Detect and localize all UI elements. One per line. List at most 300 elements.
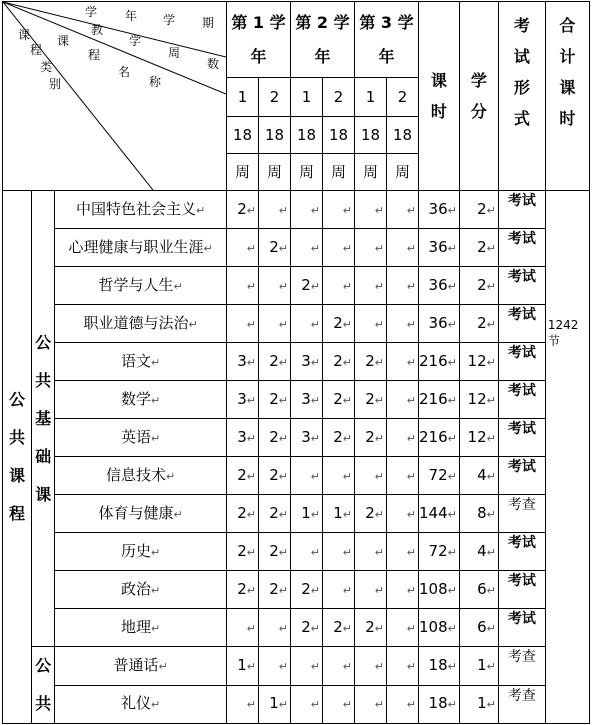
weeks-unit-cell: 周: [227, 153, 259, 190]
paragraph-mark: ↵: [310, 507, 320, 521]
hours-cell: 36↵: [419, 191, 460, 229]
paragraph-mark: ↵: [447, 241, 457, 255]
term-cell: 2: [323, 78, 355, 116]
diag-label: 课: [18, 28, 31, 42]
paragraph-mark: ↵: [278, 469, 288, 483]
paragraph-mark: ↵: [246, 545, 256, 559]
paragraph-mark: ↵: [486, 545, 496, 559]
exam-form-cell: 考查: [498, 647, 545, 686]
category-sub2-cell: [32, 647, 55, 724]
paragraph-mark: ↵: [374, 355, 384, 369]
paragraph-mark: ↵: [342, 203, 352, 217]
paragraph-mark: ↵: [447, 279, 457, 293]
paragraph-mark: ↵: [246, 469, 256, 483]
term-hours-cell: 1↵: [323, 495, 355, 533]
paragraph-mark: ↵: [447, 621, 457, 635]
term-hours-cell: 3↵: [291, 343, 323, 381]
paragraph-mark: ↵: [374, 393, 384, 407]
category-sub2-text: 公 共: [35, 656, 52, 713]
term-hours-cell: 3↵: [227, 419, 259, 457]
paragraph-mark: ↵: [447, 507, 457, 521]
exam-form-cell: 考试: [498, 343, 545, 381]
paragraph-mark: ↵: [374, 659, 384, 673]
paragraph-mark: ↵: [246, 355, 256, 369]
hours-cell: 36↵: [419, 229, 460, 267]
paragraph-mark: ↵: [486, 507, 496, 521]
paragraph-mark: ↵: [188, 317, 198, 331]
term-hours-cell: [323, 533, 355, 571]
paragraph-mark: ↵: [246, 241, 256, 255]
credits-cell: 12↵: [459, 381, 498, 419]
term-hours-cell: [387, 533, 419, 571]
term-hours-cell: 2↵: [291, 267, 323, 305]
paragraph-mark: ↵: [342, 279, 352, 293]
exam-form-cell: 考试: [498, 229, 545, 267]
table-row: [3, 571, 590, 609]
total-hours-header-text: 合 计 课 时: [559, 16, 576, 128]
term-hours-cell: 2↵: [323, 419, 355, 457]
paragraph-mark: ↵: [342, 659, 352, 673]
term-cell: 2: [259, 78, 291, 116]
paragraph-mark: ↵: [374, 507, 384, 521]
diag-label: 教: [91, 23, 104, 37]
term-hours-cell: [387, 685, 419, 724]
term-hours-cell: 2↵: [227, 191, 259, 229]
diag-label: 课: [57, 34, 70, 48]
paragraph-mark: ↵: [486, 659, 496, 673]
paragraph-mark: ↵: [278, 659, 288, 673]
term-hours-cell: [355, 533, 387, 571]
paragraph-mark: ↵: [342, 621, 352, 635]
term-hours-cell: 2↵: [355, 495, 387, 533]
paragraph-mark: ↵: [310, 355, 320, 369]
paragraph-mark: ↵: [151, 393, 161, 407]
course-name: 语文↵: [55, 343, 227, 381]
paragraph-mark: ↵: [151, 355, 161, 369]
paragraph-mark: ↵: [246, 621, 256, 635]
term-hours-cell: [323, 457, 355, 495]
term-hours-cell: 2↵: [259, 571, 291, 609]
term-hours-cell: [227, 229, 259, 267]
paragraph-mark: ↵: [406, 393, 416, 407]
exam-form-cell: 考试: [498, 457, 545, 495]
term-hours-cell: 2↵: [323, 305, 355, 343]
term-hours-cell: 2↵: [227, 457, 259, 495]
table-row: [3, 609, 590, 647]
term-hours-cell: 2↵: [323, 609, 355, 647]
diag-label: 程: [30, 43, 43, 57]
exam-form-cell: 考试: [498, 609, 545, 647]
paragraph-mark: ↵: [342, 355, 352, 369]
term-hours-cell: [355, 267, 387, 305]
hours-cell: 36↵: [419, 305, 460, 343]
term-hours-cell: [291, 191, 323, 229]
paragraph-mark: ↵: [342, 545, 352, 559]
paragraph-mark: ↵: [374, 431, 384, 445]
paragraph-mark: ↵: [406, 659, 416, 673]
term-hours-cell: 3↵: [291, 381, 323, 419]
paragraph-mark: ↵: [278, 241, 288, 255]
exam-form-cell: 考查: [498, 685, 545, 724]
exam-form-cell: 考试: [498, 419, 545, 457]
hours-cell: 216↵: [419, 381, 460, 419]
term-hours-cell: [323, 647, 355, 686]
term-hours-cell: [387, 343, 419, 381]
term-hours-cell: [323, 267, 355, 305]
term-hours-cell: 3↵: [227, 381, 259, 419]
term-hours-cell: [259, 609, 291, 647]
paragraph-mark: ↵: [447, 317, 457, 331]
paragraph-mark: ↵: [246, 393, 256, 407]
term-hours-cell: 2↵: [259, 343, 291, 381]
table-row: [3, 647, 590, 686]
paragraph-mark: ↵: [203, 241, 213, 255]
paragraph-mark: ↵: [486, 621, 496, 635]
exam-form-cell: 考试: [498, 381, 545, 419]
paragraph-mark: ↵: [406, 469, 416, 483]
paragraph-mark: ↵: [342, 317, 352, 331]
paragraph-mark: ↵: [447, 469, 457, 483]
exam-form-cell: 考试: [498, 267, 545, 305]
paragraph-mark: ↵: [447, 583, 457, 597]
year3-line1: 第 3 学: [359, 12, 414, 32]
paragraph-mark: ↵: [310, 545, 320, 559]
paragraph-mark: ↵: [310, 621, 320, 635]
credits-cell: 8↵: [459, 495, 498, 533]
term-hours-cell: 1↵: [227, 647, 259, 686]
paragraph-mark: ↵: [374, 317, 384, 331]
term-hours-cell: [259, 191, 291, 229]
paragraph-mark: ↵: [310, 698, 320, 712]
hours-cell: 216↵: [419, 419, 460, 457]
category-main-text: 公 共 课 程: [9, 390, 26, 523]
paragraph-mark: ↵: [486, 469, 496, 483]
diag-label: 学: [129, 34, 142, 48]
term-hours-cell: [291, 457, 323, 495]
category-sub-text: 公 共 基 础 课: [35, 332, 52, 504]
table-row: [3, 381, 590, 419]
diag-label: 名: [118, 65, 131, 79]
paragraph-mark: ↵: [310, 583, 320, 597]
paragraph-mark: ↵: [310, 279, 320, 293]
term-hours-cell: [355, 647, 387, 686]
paragraph-mark: ↵: [151, 621, 161, 635]
course-name: 历史↵: [55, 533, 227, 571]
term-hours-cell: [355, 685, 387, 724]
year1-line1: 第 1 学: [231, 12, 286, 32]
weeks-unit-cell: 周: [355, 153, 387, 190]
credits-header: [459, 2, 498, 191]
paragraph-mark: ↵: [342, 469, 352, 483]
term-hours-cell: [355, 191, 387, 229]
year2-line1: 第 2 学: [295, 12, 350, 32]
weeks-count-cell: 18: [291, 116, 323, 153]
term-hours-cell: [355, 571, 387, 609]
credits-cell: 2↵: [459, 267, 498, 305]
term-hours-cell: 2↵: [355, 609, 387, 647]
course-name: 信息技术↵: [55, 457, 227, 495]
paragraph-mark: ↵: [342, 507, 352, 521]
paragraph-mark: ↵: [447, 545, 457, 559]
term-hours-cell: [387, 647, 419, 686]
paragraph-mark: ↵: [310, 469, 320, 483]
credits-cell: 1↵: [459, 685, 498, 724]
term-hours-cell: [387, 267, 419, 305]
table-row: [3, 495, 590, 533]
hours-cell: 72↵: [419, 533, 460, 571]
term-hours-cell: 2↵: [227, 495, 259, 533]
weeks-count-cell: 18: [259, 116, 291, 153]
hours-cell: 18↵: [419, 647, 460, 686]
paragraph-mark: ↵: [246, 279, 256, 293]
paragraph-mark: ↵: [173, 507, 183, 521]
diag-label: 数: [207, 57, 220, 71]
term-hours-cell: [259, 647, 291, 686]
paragraph-mark: ↵: [374, 241, 384, 255]
paragraph-mark: ↵: [486, 393, 496, 407]
table-row: [3, 533, 590, 571]
course-name: 心理健康与职业生涯↵: [55, 229, 227, 267]
year3-header: [355, 2, 419, 78]
paragraph-mark: ↵: [151, 583, 161, 597]
term-cell: 1: [355, 78, 387, 116]
term-cell: 2: [387, 78, 419, 116]
term-hours-cell: [355, 229, 387, 267]
paragraph-mark: ↵: [374, 545, 384, 559]
paragraph-mark: ↵: [486, 279, 496, 293]
paragraph-mark: ↵: [246, 583, 256, 597]
paragraph-mark: ↵: [246, 698, 256, 712]
course-name: 数学↵: [55, 381, 227, 419]
paragraph-mark: ↵: [246, 507, 256, 521]
term-hours-cell: 2↵: [227, 533, 259, 571]
term-hours-cell: 2↵: [291, 609, 323, 647]
term-hours-cell: [227, 609, 259, 647]
paragraph-mark: ↵: [406, 317, 416, 331]
term-hours-cell: 2↵: [323, 381, 355, 419]
weeks-count-cell: 18: [387, 116, 419, 153]
weeks-unit-cell: 周: [387, 153, 419, 190]
term-hours-cell: [227, 267, 259, 305]
curriculum-table: [2, 1, 590, 724]
credits-cell: 12↵: [459, 419, 498, 457]
table-row: [3, 229, 590, 267]
paragraph-mark: ↵: [310, 659, 320, 673]
paragraph-mark: ↵: [447, 203, 457, 217]
term-hours-cell: [259, 305, 291, 343]
course-name: 普通话↵: [55, 647, 227, 686]
term-hours-cell: 2↵: [323, 343, 355, 381]
paragraph-mark: ↵: [278, 355, 288, 369]
course-name: 政治↵: [55, 571, 227, 609]
paragraph-mark: ↵: [278, 583, 288, 597]
table-row: [3, 343, 590, 381]
paragraph-mark: ↵: [406, 203, 416, 217]
paragraph-mark: ↵: [447, 659, 457, 673]
exam-form-cell: 考试: [498, 305, 545, 343]
term-hours-cell: [355, 457, 387, 495]
credits-cell: 6↵: [459, 571, 498, 609]
paragraph-mark: ↵: [196, 203, 206, 217]
hours-cell: 216↵: [419, 343, 460, 381]
paragraph-mark: ↵: [151, 545, 161, 559]
term-hours-cell: [387, 191, 419, 229]
paragraph-mark: ↵: [406, 545, 416, 559]
exam-form-header-text: 考 试 形 式: [513, 16, 530, 128]
term-hours-cell: [387, 381, 419, 419]
hours-cell: 108↵: [419, 571, 460, 609]
diag-label: 程: [88, 48, 101, 62]
diag-label: 期: [202, 16, 215, 30]
term-hours-cell: [387, 495, 419, 533]
year3-line2: 年: [378, 46, 395, 66]
term-hours-cell: [323, 191, 355, 229]
year1-line2: 年: [250, 46, 267, 66]
paragraph-mark: ↵: [447, 355, 457, 369]
term-hours-cell: [323, 685, 355, 724]
paragraph-mark: ↵: [278, 431, 288, 445]
paragraph-mark: ↵: [406, 698, 416, 712]
paragraph-mark: ↵: [374, 698, 384, 712]
header-diagonal-cell: [3, 2, 227, 191]
table-row: [3, 685, 590, 724]
diag-label: 别: [49, 77, 62, 91]
paragraph-mark: ↵: [447, 698, 457, 712]
year2-line2: 年: [314, 46, 331, 66]
weeks-count-cell: 18: [355, 116, 387, 153]
total-hours-cell: [545, 191, 589, 724]
weeks-unit-cell: 周: [291, 153, 323, 190]
paragraph-mark: ↵: [486, 241, 496, 255]
paragraph-mark: ↵: [486, 317, 496, 331]
exam-form-cell: 考试: [498, 571, 545, 609]
credits-cell: 4↵: [459, 533, 498, 571]
paragraph-mark: ↵: [374, 203, 384, 217]
paragraph-mark: ↵: [278, 393, 288, 407]
term-hours-cell: [387, 419, 419, 457]
paragraph-mark: ↵: [374, 583, 384, 597]
paragraph-mark: ↵: [406, 355, 416, 369]
credits-cell: 1↵: [459, 647, 498, 686]
paragraph-mark: ↵: [486, 203, 496, 217]
term-hours-cell: [259, 267, 291, 305]
diag-label: 类: [40, 60, 53, 74]
paragraph-mark: ↵: [310, 241, 320, 255]
table-row: [3, 191, 590, 229]
course-name: 职业道德与法治↵: [55, 305, 227, 343]
table-row: [3, 267, 590, 305]
term-hours-cell: [291, 229, 323, 267]
term-cell: 1: [291, 78, 323, 116]
course-name: 地理↵: [55, 609, 227, 647]
credits-cell: 2↵: [459, 229, 498, 267]
paragraph-mark: ↵: [246, 431, 256, 445]
term-hours-cell: [387, 609, 419, 647]
paragraph-mark: ↵: [486, 431, 496, 445]
course-name: 礼仪↵: [55, 685, 227, 724]
paragraph-mark: ↵: [406, 279, 416, 293]
credits-cell: 12↵: [459, 343, 498, 381]
term-hours-cell: 2↵: [259, 457, 291, 495]
diagonal-lines: [3, 2, 226, 190]
term-hours-cell: [355, 305, 387, 343]
paragraph-mark: ↵: [374, 469, 384, 483]
weeks-count-cell: 18: [323, 116, 355, 153]
term-hours-cell: [387, 571, 419, 609]
term-hours-cell: 2↵: [355, 381, 387, 419]
term-hours-cell: [387, 457, 419, 495]
category-sub-cell: [32, 191, 55, 647]
paragraph-mark: ↵: [342, 393, 352, 407]
term-hours-cell: 3↵: [227, 343, 259, 381]
weeks-unit-cell: 周: [323, 153, 355, 190]
paragraph-mark: ↵: [486, 583, 496, 597]
paragraph-mark: ↵: [342, 431, 352, 445]
exam-form-cell: 考查: [498, 495, 545, 533]
term-hours-cell: [291, 305, 323, 343]
paragraph-mark: ↵: [310, 203, 320, 217]
paragraph-mark: ↵: [278, 507, 288, 521]
hours-cell: 108↵: [419, 609, 460, 647]
term-hours-cell: 1↵: [291, 495, 323, 533]
term-hours-cell: [291, 685, 323, 724]
paragraph-mark: ↵: [406, 507, 416, 521]
paragraph-mark: ↵: [406, 621, 416, 635]
paragraph-mark: ↵: [310, 317, 320, 331]
hours-header-text: 课 时: [430, 71, 447, 121]
total-hours-value: 1242节: [547, 318, 579, 348]
paragraph-mark: ↵: [246, 317, 256, 331]
paragraph-mark: ↵: [278, 279, 288, 293]
credits-cell: 6↵: [459, 609, 498, 647]
diag-label: 年: [125, 9, 138, 23]
hours-header: [419, 2, 460, 191]
hours-cell: 144↵: [419, 495, 460, 533]
paragraph-mark: ↵: [374, 279, 384, 293]
term-hours-cell: 1↵: [259, 685, 291, 724]
term-cell: 1: [227, 78, 259, 116]
diag-label: 学: [85, 5, 98, 19]
term-hours-cell: 2↵: [259, 229, 291, 267]
paragraph-mark: ↵: [151, 698, 161, 712]
course-name: 英语↵: [55, 419, 227, 457]
hours-cell: 72↵: [419, 457, 460, 495]
exam-form-cell: 考试: [498, 533, 545, 571]
term-hours-cell: 2↵: [291, 571, 323, 609]
term-hours-cell: [387, 229, 419, 267]
paragraph-mark: ↵: [278, 621, 288, 635]
paragraph-mark: ↵: [173, 279, 183, 293]
weeks-count-cell: 18: [227, 116, 259, 153]
hours-cell: 36↵: [419, 267, 460, 305]
total-hours-header: [545, 2, 589, 191]
diag-label: 称: [149, 75, 162, 89]
paragraph-mark: ↵: [342, 241, 352, 255]
term-hours-cell: 2↵: [259, 381, 291, 419]
paragraph-mark: ↵: [486, 355, 496, 369]
category-main-cell: [3, 191, 32, 724]
paragraph-mark: ↵: [486, 698, 496, 712]
paragraph-mark: ↵: [310, 431, 320, 445]
term-hours-cell: 3↵: [291, 419, 323, 457]
credits-header-text: 学 分: [470, 71, 487, 121]
course-name: 体育与健康↵: [55, 495, 227, 533]
term-hours-cell: [227, 685, 259, 724]
paragraph-mark: ↵: [406, 241, 416, 255]
paragraph-mark: ↵: [406, 583, 416, 597]
paragraph-mark: ↵: [278, 203, 288, 217]
exam-form-header: [498, 2, 545, 191]
